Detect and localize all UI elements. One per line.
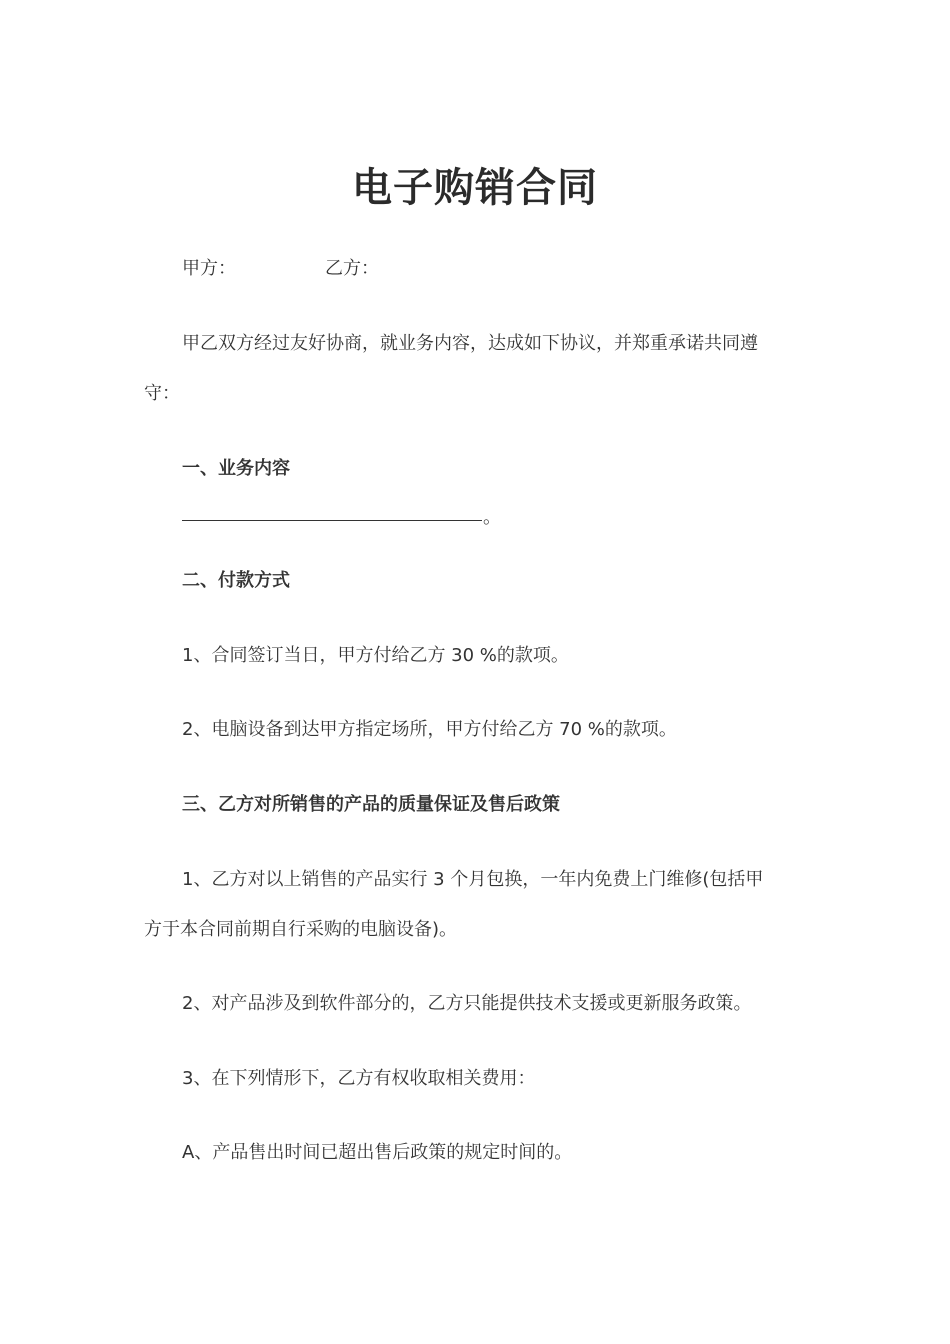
party-a-label: 甲方： [182, 258, 236, 279]
intro-paragraph-line2: 守： [144, 383, 180, 404]
business-content-blank [182, 520, 482, 521]
section3-heading: 三、乙方对所销售的产品的质量保证及售后政策 [182, 794, 560, 815]
warranty-case-a: A、产品售出时间已超出售后政策的规定时间的。 [182, 1142, 573, 1163]
section1-heading: 一、业务内容 [182, 458, 290, 479]
document-title: 电子购销合同 [352, 165, 598, 211]
party-b-label: 乙方： [325, 258, 379, 279]
warranty-item-1-line1: 1、乙方对以上销售的产品实行 3 个月包换，一年内免费上门维修(包括甲 [182, 869, 764, 890]
intro-paragraph-line1: 甲乙双方经过友好协商，就业务内容，达成如下协议，并郑重承诺共同遵 [182, 333, 758, 354]
payment-item-2: 2、电脑设备到达甲方指定场所，甲方付给乙方 70 %的款项。 [182, 719, 677, 740]
business-content-blank-end: 。 [483, 507, 501, 528]
warranty-item-3: 3、在下列情形下，乙方有权收取相关费用： [182, 1068, 536, 1089]
section2-heading: 二、付款方式 [182, 570, 290, 591]
payment-item-1: 1、合同签订当日，甲方付给乙方 30 %的款项。 [182, 645, 569, 666]
warranty-item-1-line2: 方于本合同前期自行采购的电脑设备)。 [144, 919, 458, 940]
warranty-item-2: 2、对产品涉及到软件部分的，乙方只能提供技术支援或更新服务政策。 [182, 993, 752, 1014]
